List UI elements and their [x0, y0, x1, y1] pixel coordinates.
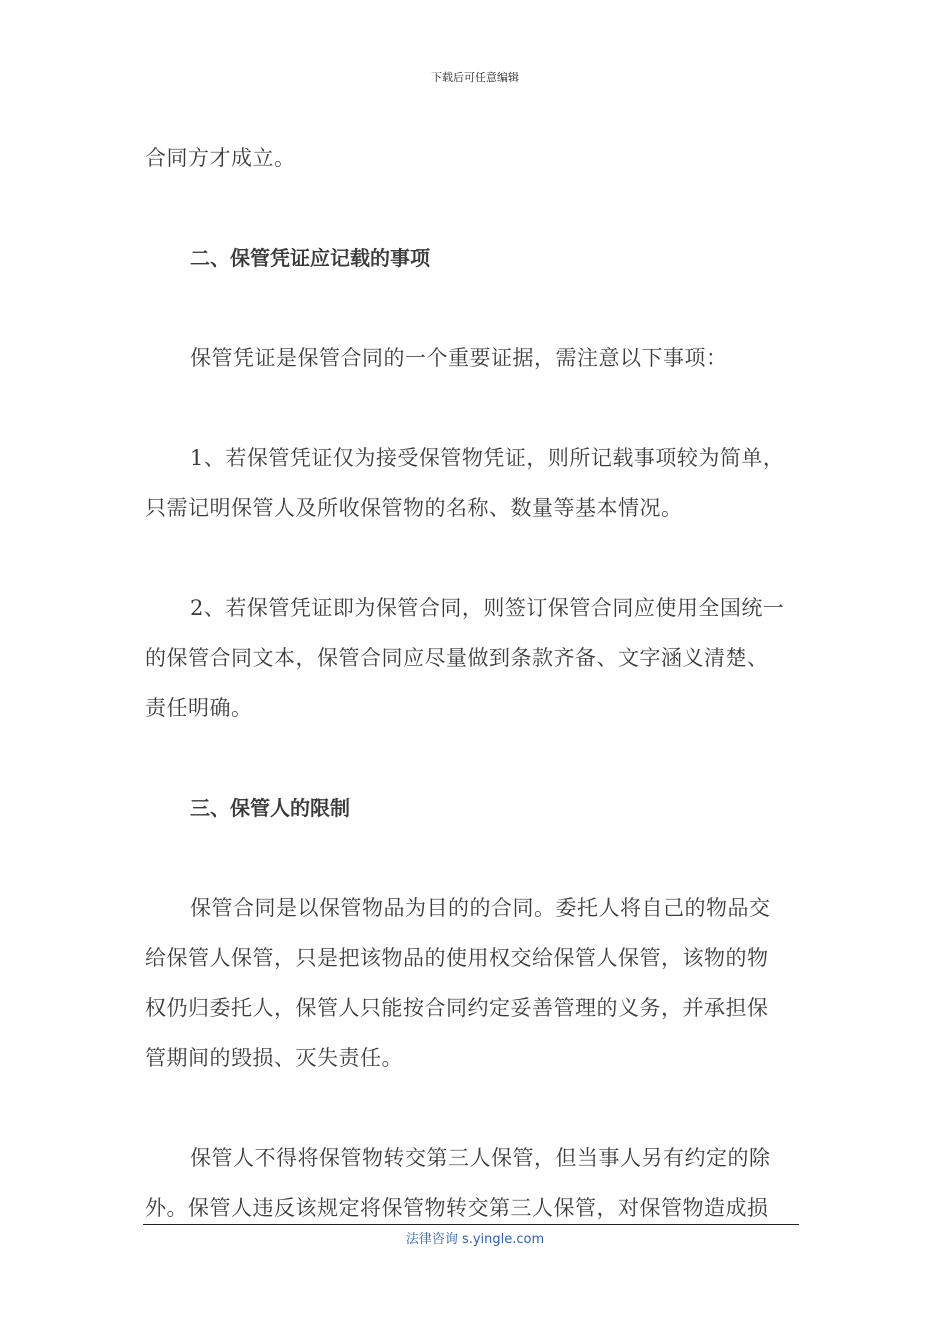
paragraph-transfer-restriction	[145, 1133, 810, 1233]
paragraph-item-1	[145, 433, 810, 533]
spacer	[145, 183, 810, 233]
spacer	[145, 283, 810, 333]
paragraph-line: 1、若保管凭证仅为接受保管物凭证，则所记载事项较为简单，	[190, 446, 785, 470]
paragraph-item-2	[145, 583, 810, 733]
paragraph-custody-nature	[145, 883, 810, 1083]
paragraph-line: 给保管人保管，只是把该物品的使用权交给保管人保管，该物的物	[145, 946, 769, 970]
section-heading-3: 三、保管人的限制	[190, 796, 350, 820]
paragraph-line: 外。保管人违反该规定将保管物转交第三人保管，对保管物造成损	[145, 1196, 769, 1220]
paragraph-line: 2、若保管凭证即为保管合同，则签订保管合同应使用全国统一	[190, 596, 785, 620]
header-note: 下载后可任意编辑	[431, 71, 519, 84]
paragraph-line: 只需记明保管人及所收保管物的名称、数量等基本情况。	[145, 496, 683, 520]
paragraph-line: 管期间的毁损、灭失责任。	[145, 1046, 403, 1070]
paragraph-line: 保管人不得将保管物转交第三人保管，但当事人另有约定的除	[190, 1146, 771, 1170]
document-body	[145, 133, 810, 1233]
paragraph-line: 权仍归委托人，保管人只能按合同约定妥善管理的义务，并承担保	[145, 996, 769, 1020]
spacer	[145, 833, 810, 883]
paragraph-intro: 保管凭证是保管合同的一个重要证据，需注意以下事项：	[190, 346, 728, 370]
paragraph-continuation: 合同方才成立。	[145, 146, 296, 170]
footer-link[interactable]: 法律咨询 s.yingle.com	[405, 1232, 545, 1247]
footer-divider	[143, 1224, 799, 1225]
section-heading-2: 二、保管凭证应记载的事项	[190, 246, 430, 270]
spacer	[145, 383, 810, 433]
spacer	[145, 533, 810, 583]
spacer	[145, 733, 810, 783]
paragraph-line: 责任明确。	[145, 696, 253, 720]
spacer	[145, 1083, 810, 1133]
paragraph-line: 的保管合同文本，保管合同应尽量做到条款齐备、文字涵义清楚、	[145, 646, 769, 670]
paragraph-line: 保管合同是以保管物品为目的的合同。委托人将自己的物品交	[190, 896, 771, 920]
